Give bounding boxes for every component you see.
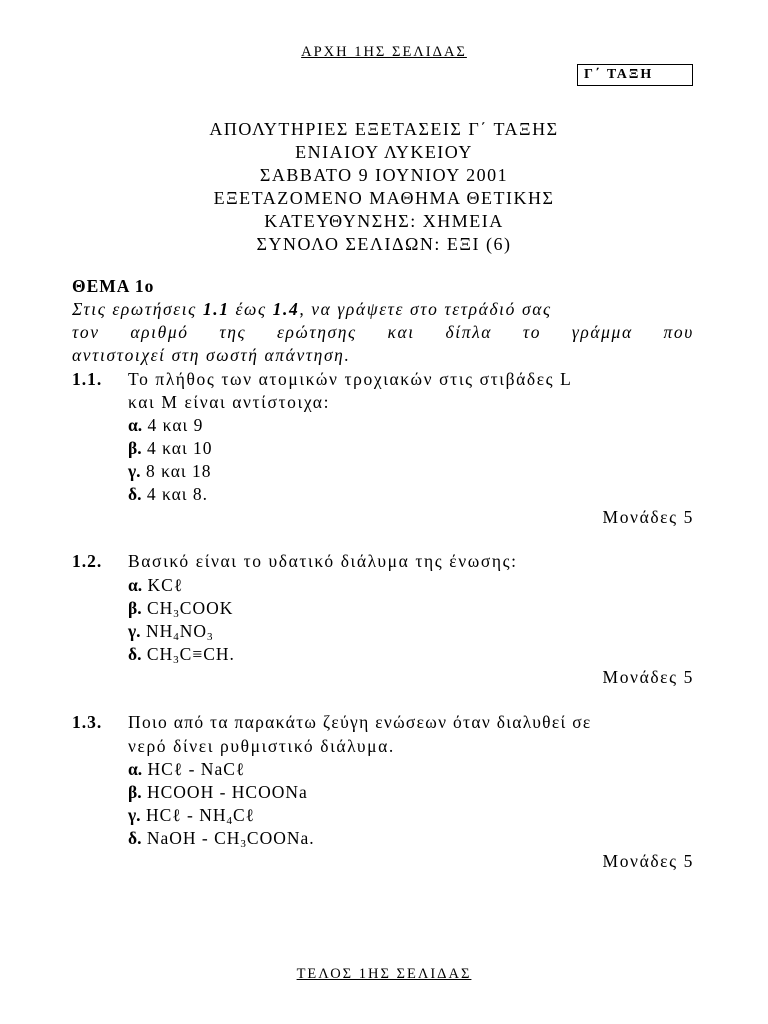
instructions-word: αριθμό	[130, 322, 189, 343]
marks-label: Μονάδες 5	[602, 667, 694, 687]
instructions-word: που	[663, 322, 694, 343]
question-text: Ποιο από τα παρακάτω ζεύγη ενώσεων όταν διαλυθεί σε	[128, 712, 592, 732]
class-label-box: Γ΄ ΤΑΞΗ	[577, 64, 693, 86]
title-line: ΣΑΒΒΑΤΟ 9 ΙΟΥΝΙΟΥ 2001	[259, 165, 509, 185]
instructions-line	[72, 321, 694, 344]
instructions-word: το	[522, 322, 542, 343]
question-number: 1.1.	[72, 369, 103, 389]
answer-option: δ. $CH_3C\equiv CH$.	[128, 644, 235, 666]
title-line: ΑΠΟΛΥΤΗΡΙΕΣ ΕΞΕΤΑΣΕΙΣ Γ΄ ΤΑΞΗΣ	[209, 119, 559, 139]
answer-option: γ. HCℓ - $NH_4C\ell$	[128, 805, 256, 827]
answer-option: α. HCℓ - NaCℓ	[128, 759, 246, 779]
instructions-word: τον	[72, 322, 100, 343]
title-line: ΕΝΙΑΙΟΥ ΛΥΚΕΙΟΥ	[295, 142, 473, 162]
answer-option: β. $CH_3COOK$	[128, 598, 234, 620]
instructions	[72, 298, 694, 368]
instructions-line: αντιστοιχεί στη σωστή απάντηση.	[72, 345, 351, 366]
instructions-word: γράμμα	[571, 322, 633, 343]
exam-title-block	[0, 118, 768, 256]
instructions-word: δίπλα	[445, 322, 493, 343]
question-text: νερό δίνει ρυθμιστικό διάλυμα.	[128, 736, 395, 756]
instructions-word: της	[219, 322, 247, 343]
title-line: ΚΑΤΕΥΘΥΝΣΗΣ: ΧΗΜΕΙΑ	[264, 211, 504, 231]
instructions-word: και	[387, 322, 415, 343]
instructions-line: Στις ερωτήσεις 1.1 έως 1.4, να γράψετε στο τετράδιό σας	[72, 299, 552, 319]
question-text: Το πλήθος των ατομικών τροχιακών στις στιβάδες L	[128, 369, 573, 389]
answer-option: γ. $NH_4NO_3$	[128, 621, 214, 643]
answer-option: α. KCℓ	[128, 575, 184, 595]
marks-label: Μονάδες 5	[602, 851, 694, 871]
answer-option: δ. NaOH - $CH_3COONa$.	[128, 828, 315, 850]
question-number: 1.2.	[72, 551, 103, 571]
answer-option: δ. 4 και 8.	[128, 484, 209, 504]
answer-option: α. 4 και 9	[128, 415, 204, 435]
question-text: Βασικό είναι το υδατικό διάλυμα της ένωσης:	[128, 551, 518, 571]
question-text: και M είναι αντίστοιχα:	[128, 392, 331, 412]
page-end-footer: ΤΕΛΟΣ 1ΗΣ ΣΕΛΙΔΑΣ	[296, 966, 472, 982]
answer-option: β. HCOOH - HCOONa	[128, 782, 308, 802]
title-line: ΕΞΕΤΑΖΟΜΕΝΟ ΜΑΘΗΜΑ ΘΕΤΙΚΗΣ	[213, 188, 555, 208]
theme-heading: ΘΕΜΑ 1ο	[72, 276, 155, 296]
title-line: ΣΥΝΟΛΟ ΣΕΛΙΔΩΝ: ΕΞΙ (6)	[256, 234, 512, 254]
page-start-header: ΑΡΧΗ 1ΗΣ ΣΕΛΙΔΑΣ	[301, 44, 467, 60]
question-number: 1.3.	[72, 712, 103, 732]
answer-option: β. 4 και 10	[128, 438, 213, 458]
answer-option: γ. 8 και 18	[128, 461, 212, 481]
marks-label: Μονάδες 5	[602, 507, 694, 527]
instructions-word: ερώτησης	[277, 322, 357, 343]
